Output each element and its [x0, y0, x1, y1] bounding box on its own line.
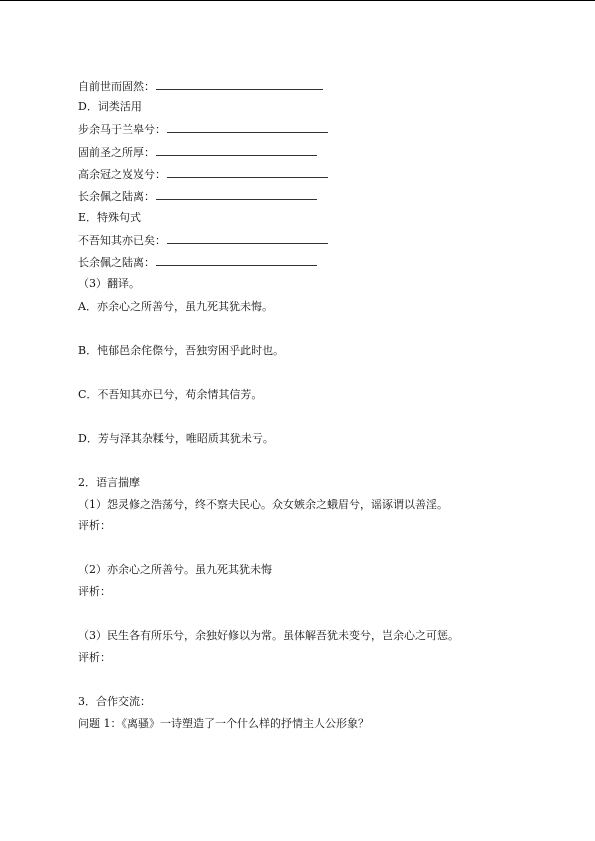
translation-item-b: B．忳郁邑余侘傺兮，吾独穷困乎此时也。	[78, 344, 285, 357]
section-d-header: D．词类活用	[78, 100, 142, 113]
language-item-2: （2）亦余心之所善兮。虽九死其犹未悔	[78, 563, 272, 576]
translation-header: （3）翻译。	[78, 277, 140, 290]
answer-blank[interactable]	[156, 254, 317, 266]
answer-blank[interactable]	[156, 144, 317, 156]
language-item-3: （3）民生各有所乐兮，余独好修以为常。虽体解吾犹未变兮，岂余心之可惩。	[78, 629, 459, 642]
fill-item-label: 不吾知其亦已矣：	[78, 234, 166, 247]
fill-item-label: 固前圣之所厚：	[78, 146, 155, 159]
fill-item-label: 长余佩之陆离：	[78, 256, 155, 269]
cooperation-question: 问题 1：《离骚》一诗塑造了一个什么样的抒情主人公形象？	[78, 717, 369, 730]
fill-item	[78, 166, 328, 183]
fill-item-label: 步余马于兰皋兮：	[78, 123, 166, 136]
answer-blank[interactable]	[167, 166, 328, 178]
analysis-label: 评析：	[78, 519, 111, 532]
fill-item	[78, 232, 328, 249]
analysis-label: 评析：	[78, 651, 111, 664]
section-e-header: E．特殊句式	[78, 211, 142, 224]
analysis-label: 评析：	[78, 585, 111, 598]
top-rule	[0, 0, 595, 1]
fill-item	[78, 78, 323, 95]
answer-blank[interactable]	[167, 121, 328, 133]
translation-item-d: D．芳与泽其杂糅兮，唯昭质其犹未亏。	[78, 432, 274, 445]
cooperation-header: 3．合作交流：	[78, 695, 151, 708]
language-header: 2．语言揣摩	[78, 476, 140, 489]
translation-item-c: C．不吾知其亦已兮，苟余情其信芳。	[78, 388, 263, 401]
fill-item-label: 长余佩之陆离：	[78, 190, 155, 203]
answer-blank[interactable]	[156, 78, 323, 90]
language-item-1: （1）怨灵修之浩荡兮，终不察夫民心。众女嫉余之蛾眉兮，谣诼谓以善淫。	[78, 498, 448, 511]
fill-item	[78, 144, 317, 161]
fill-item-label: 自前世而固然：	[78, 80, 155, 93]
fill-item-label: 高余冠之岌岌兮：	[78, 168, 166, 181]
answer-blank[interactable]	[156, 188, 317, 200]
translation-item-a: A．亦余心之所善兮，虽九死其犹未悔。	[78, 300, 273, 313]
fill-item	[78, 121, 328, 138]
fill-item	[78, 188, 317, 205]
answer-blank[interactable]	[167, 232, 328, 244]
fill-item	[78, 254, 317, 271]
